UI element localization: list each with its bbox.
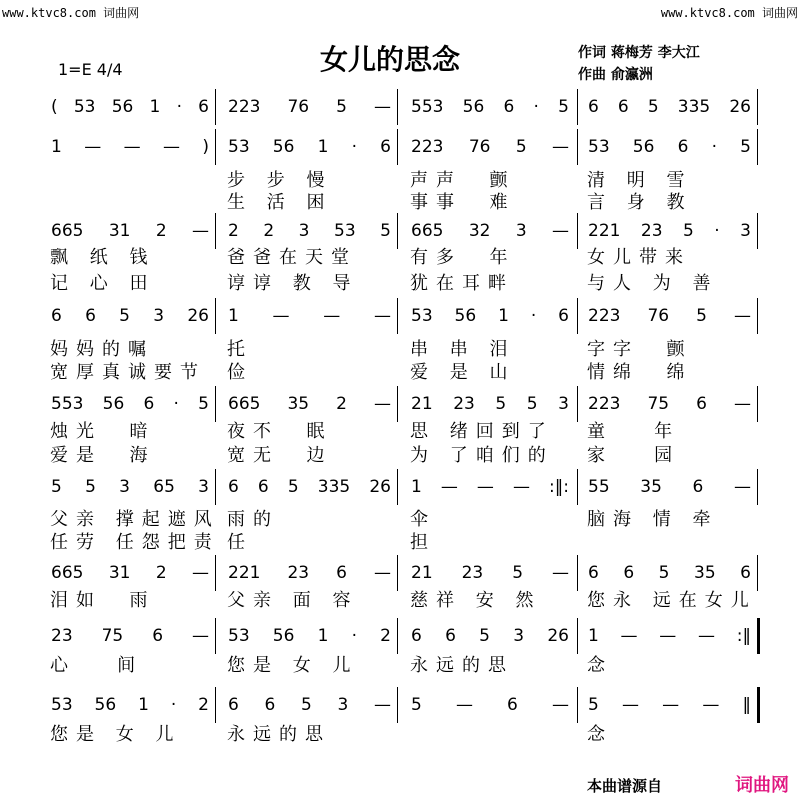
lyric-line [0,339,800,361]
measure: 5 — 6 — [411,695,569,715]
measure: 665 35 2 — [228,394,391,414]
measure: 6 6 5 335 26 [228,477,391,497]
lyric-text: 永远的思 [410,655,514,676]
composer-credit: 作曲 俞瀛洲 [578,67,653,83]
measure: 2 2 3 53 5 [228,221,391,241]
lyric-text: 声声 颤 [410,170,516,191]
measure: 23 75 6 — [51,626,209,646]
bar-line [397,618,398,654]
notation-system [0,298,800,334]
measure: 55 35 6 — [588,477,751,497]
measure: ( 53 56 1 · 6 [51,97,209,117]
lyric-text: 您是 女 儿 [227,655,359,676]
lyric-line [0,273,800,295]
measure: 1 — — — ) [51,137,209,157]
source-label: 本曲谱源自 [587,777,663,795]
lyric-text: 任 [227,532,253,553]
bar-line [577,469,578,505]
bar-line [577,129,578,165]
bar-line [757,687,760,723]
notation-system [0,469,800,505]
measure: 53 56 1 · 6 [228,137,391,157]
lyric-text: 字字 颤 [587,339,693,360]
lyric-text: 您永 远在女儿 [587,590,757,611]
lyric-text: 父亲 撑起遮风 [50,509,220,530]
lyricist-credit: 作词 蒋梅芳 李大江 [578,45,700,61]
lyric-line [0,247,800,269]
bar-line [397,89,398,125]
lyric-line [0,192,800,214]
bar-line [757,129,758,165]
bar-line [577,555,578,591]
measure: 223 76 5 — [588,306,751,326]
measure: 553 56 6 · 5 [411,97,569,117]
bar-line [757,555,758,591]
lyric-line [0,532,800,554]
brand-logo: 词曲网 [735,775,789,796]
lyric-text: 事事 难 [410,192,516,213]
watermark-left: www.ktvc8.com 词曲网 [2,6,140,20]
lyric-text: 永远的思 [227,724,331,745]
lyric-text: 与人 为 善 [587,273,719,294]
lyric-text: 您是 女 儿 [50,724,182,745]
lyric-text: 言 身 教 [587,192,693,213]
bar-line [757,469,758,505]
measure: 21 23 5 — [411,563,569,583]
lyric-text: 托 [227,339,253,360]
measure: 1 — — — :‖ [588,626,751,646]
measure: 665 31 2 — [51,221,209,241]
lyric-text: 脑海 情 牵 [587,509,719,530]
lyric-text: 担 [410,532,436,553]
bar-line [757,386,758,422]
notation-system [0,555,800,591]
lyric-line [0,655,800,677]
lyric-text: 记 心 田 [50,273,156,294]
lyric-text: 童 年 [587,421,681,442]
measure: 5 — — — ‖ [588,695,751,715]
measure: 6 6 5 335 26 [588,97,751,117]
bar-line [577,89,578,125]
measure: 6 6 5 35 6 [588,563,751,583]
lyric-line [0,724,800,746]
bar-line [215,386,216,422]
measure: 553 56 6 · 5 [51,394,209,414]
measure: 6 6 5 3 26 [411,626,569,646]
lyric-text: 雨的 [227,509,279,530]
measure: 221 23 5 · 3 [588,221,751,241]
bar-line [397,129,398,165]
lyric-line [0,590,800,612]
bar-line [757,298,758,334]
measure: 21 23 5 5 3 [411,394,569,414]
bar-line [577,618,578,654]
bar-line [215,89,216,125]
lyric-text: 夜不 眠 [227,421,333,442]
bar-line [757,213,758,249]
bar-line [577,298,578,334]
lyric-line [0,445,800,467]
measure: 223 75 6 — [588,394,751,414]
measure: 665 31 2 — [51,563,209,583]
measure: 223 76 5 — [228,97,391,117]
lyric-text: 念 [587,724,613,745]
lyric-text: 犹在耳畔 [410,273,514,294]
bar-line [577,687,578,723]
lyric-text: 女儿带来 [587,247,691,268]
lyric-line [0,170,800,192]
bar-line [215,469,216,505]
measure: 223 76 5 — [411,137,569,157]
notation-system [0,89,800,125]
measure: 53 56 1 · 2 [51,695,209,715]
bar-line [397,687,398,723]
lyric-text: 步 步 慢 [227,170,333,191]
lyric-text: 谆谆 教 导 [227,273,359,294]
lyric-text: 俭 [227,362,253,383]
lyric-text: 飘 纸 钱 [50,247,156,268]
bar-line [215,555,216,591]
measure: 53 56 1 · 2 [228,626,391,646]
bar-line [215,298,216,334]
bar-line [757,618,760,654]
lyric-line [0,509,800,531]
lyric-text: 妈妈的嘱 [50,339,154,360]
song-title: 女儿的思念 [320,43,461,76]
lyric-text: 爱 是 山 [410,362,516,383]
lyric-text: 思 绪回到了 [410,421,554,442]
measure: 1 — — — [228,306,391,326]
bar-line [397,298,398,334]
lyric-text: 念 [587,655,613,676]
lyric-text: 泪如 雨 [50,590,156,611]
lyric-text: 爸爸在天堂 [227,247,357,268]
bar-line [397,386,398,422]
measure: 665 32 3 — [411,221,569,241]
bar-line [577,386,578,422]
notation-system [0,213,800,249]
lyric-line [0,362,800,384]
lyric-text: 任劳 任怨把责 [50,532,220,553]
lyric-text: 有多 年 [410,247,516,268]
measure: 5 5 3 65 3 [51,477,209,497]
lyric-text: 慈祥 安 然 [410,590,542,611]
lyric-text: 父亲 面 容 [227,590,359,611]
measure: 6 6 5 3 26 [51,306,209,326]
watermark-right: www.ktvc8.com 词曲网 [660,6,798,20]
measure: 53 56 1 · 6 [411,306,569,326]
lyric-text: 清 明 雪 [587,170,693,191]
measure: 221 23 6 — [228,563,391,583]
bar-line [397,469,398,505]
measure: 53 56 6 · 5 [588,137,751,157]
lyric-text: 为 了咱们的 [410,445,554,466]
measure: 6 6 5 3 — [228,695,391,715]
notation-system [0,129,800,165]
lyric-text: 情绵 绵 [587,362,693,383]
measure: 1 — — — :‖: [411,477,569,497]
lyric-text: 烛光 暗 [50,421,156,442]
bar-line [215,213,216,249]
bar-line [577,213,578,249]
lyric-text: 宽厚真诚要节 [50,362,206,383]
notation-system [0,386,800,422]
bar-line [215,618,216,654]
lyric-text: 串 串 泪 [410,339,516,360]
lyric-text: 宽无 边 [227,445,333,466]
bar-line [215,687,216,723]
lyric-text: 爱是 海 [50,445,156,466]
bar-line [397,213,398,249]
lyric-line [0,421,800,443]
notation-system [0,687,800,723]
key-signature: 1=E 4/4 [58,60,123,79]
notation-system [0,618,800,654]
lyric-text: 生 活 困 [227,192,333,213]
lyric-text: 心 间 [50,655,144,676]
lyric-text: 伞 [410,509,436,530]
lyric-text: 家 园 [587,445,681,466]
bar-line [397,555,398,591]
bar-line [757,89,758,125]
bar-line [215,129,216,165]
